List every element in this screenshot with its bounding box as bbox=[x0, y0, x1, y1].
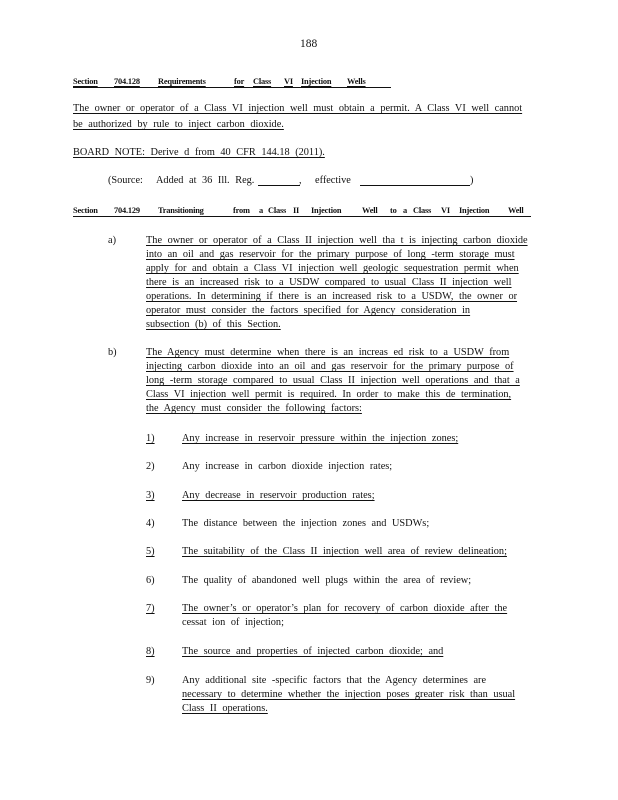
subsection-b-line: Class VI injection well permit is required. In order to make this de termination, bbox=[146, 389, 512, 400]
section-704-128-title-word: for bbox=[234, 77, 245, 86]
factor-text: Any decrease in reservoir production rates; bbox=[182, 490, 375, 501]
section-704-129-title-word: Class bbox=[268, 206, 287, 215]
section-704-129-title-word: Injection bbox=[459, 206, 490, 215]
subsection-b-line: the Agency must consider the following factors: bbox=[146, 403, 362, 414]
factor-text: The suitability of the Class II injection well area of review delineation; bbox=[182, 546, 507, 557]
subsection-a-line: subsection (b) of this Section. bbox=[146, 319, 281, 330]
section-704-128-title-word: Wells bbox=[347, 77, 366, 86]
source-open: (Source: bbox=[108, 175, 143, 186]
source-effective: effective bbox=[315, 175, 351, 186]
factor-number: 2) bbox=[146, 461, 155, 472]
factor-number: 8) bbox=[146, 646, 155, 657]
factor-number: 1) bbox=[146, 433, 155, 444]
factor-text: Any additional site -specific factors that the Agency determines are bbox=[182, 675, 487, 686]
factor-text: The quality of abandoned well plugs within the area of review; bbox=[182, 575, 472, 586]
section-704-128-label: Section bbox=[73, 77, 98, 86]
source-close: ) bbox=[470, 175, 474, 186]
factor-text: The source and properties of injected carbon dioxide; and bbox=[182, 646, 444, 657]
factor-number: 3) bbox=[146, 490, 155, 501]
section-704-129-title-word: a bbox=[403, 206, 407, 215]
section-704-128-number: 704.128 bbox=[114, 77, 140, 86]
source-text: Added at 36 Ill. Reg. bbox=[156, 175, 255, 186]
factor-text: Any increase in reservoir pressure within the injection zones; bbox=[182, 433, 459, 444]
heading-underline bbox=[73, 216, 531, 217]
subsection-a-line: operations. In determining if there is an increased risk to a USDW, the owner or bbox=[146, 291, 518, 302]
factor-text: Any increase in carbon dioxide injection rates; bbox=[182, 461, 393, 472]
factor-text: necessary to determine whether the injection poses greater risk than usual bbox=[182, 689, 516, 700]
subsection-b-label: b) bbox=[108, 347, 117, 358]
section-704-128-title-word: Class bbox=[253, 77, 272, 86]
heading-underline bbox=[73, 87, 391, 88]
section-704-128-body-line: be authorized by rule to inject carbon dioxide. bbox=[73, 119, 284, 130]
factor-text: cessat ion of injection; bbox=[182, 617, 284, 628]
page-number: 188 bbox=[300, 38, 318, 50]
factor-text: Class II operations. bbox=[182, 703, 268, 714]
subsection-a-label: a) bbox=[108, 235, 116, 246]
subsection-b-line: injecting carbon dioxide into an oil and gas reservoir for the primary purpose of bbox=[146, 361, 514, 372]
section-704-129-title-word: from bbox=[233, 206, 250, 215]
subsection-a-line: into an oil and gas reservoir for the primary purpose of long -term storage must bbox=[146, 249, 515, 260]
section-704-128-title-word: Injection bbox=[301, 77, 332, 86]
effective-date-blank bbox=[360, 185, 470, 186]
factor-number: 6) bbox=[146, 575, 155, 586]
factor-number: 5) bbox=[146, 546, 155, 557]
section-704-129-title-word: Injection bbox=[311, 206, 342, 215]
subsection-a-line: operator must consider the factors specified for Agency consideration in bbox=[146, 305, 471, 316]
factor-text: The owner’s or operator’s plan for recovery of carbon dioxide after the bbox=[182, 603, 508, 614]
section-704-128-title-word: Requirements bbox=[158, 77, 206, 86]
section-704-129-title-word: a bbox=[259, 206, 263, 215]
section-704-129-title-word: Well bbox=[508, 206, 524, 215]
factor-number: 9) bbox=[146, 675, 155, 686]
subsection-a-line: The owner or operator of a Class II injection well tha t is injecting carbon dioxide bbox=[146, 235, 528, 246]
factor-number: 4) bbox=[146, 518, 155, 529]
section-704-129-title-word: Well bbox=[362, 206, 378, 215]
source-comma: , bbox=[299, 175, 302, 186]
subsection-b-line: long -term storage compared to usual Class II injection well operations and that a bbox=[146, 375, 520, 386]
section-704-129-title-word: Transitioning bbox=[158, 206, 204, 215]
subsection-a-line: apply for and obtain a Class VI injection well geologic sequestration permit when bbox=[146, 263, 519, 274]
section-704-128-title-word: VI bbox=[284, 77, 293, 86]
section-704-129-title-word: II bbox=[293, 206, 300, 215]
section-704-129-number: 704.129 bbox=[114, 206, 140, 215]
factor-number: 7) bbox=[146, 603, 155, 614]
section-704-129-title-word: to bbox=[390, 206, 397, 215]
section-704-129-title-word: VI bbox=[441, 206, 450, 215]
subsection-b-line: The Agency must determine when there is an increas ed risk to a USDW from bbox=[146, 347, 510, 358]
section-704-129-label: Section bbox=[73, 206, 98, 215]
board-note: BOARD NOTE: Derive d from 40 CFR 144.18 (2011). bbox=[73, 147, 325, 158]
section-704-128-body-line: The owner or operator of a Class VI injection well must obtain a permit. A Class VI well cannot bbox=[73, 103, 523, 114]
factor-text: The distance between the injection zones and USDWs; bbox=[182, 518, 430, 529]
register-blank bbox=[258, 185, 300, 186]
section-704-129-title-word: Class bbox=[413, 206, 432, 215]
subsection-a-line: there is an increased risk to a USDW compared to usual Class II injection well bbox=[146, 277, 512, 288]
